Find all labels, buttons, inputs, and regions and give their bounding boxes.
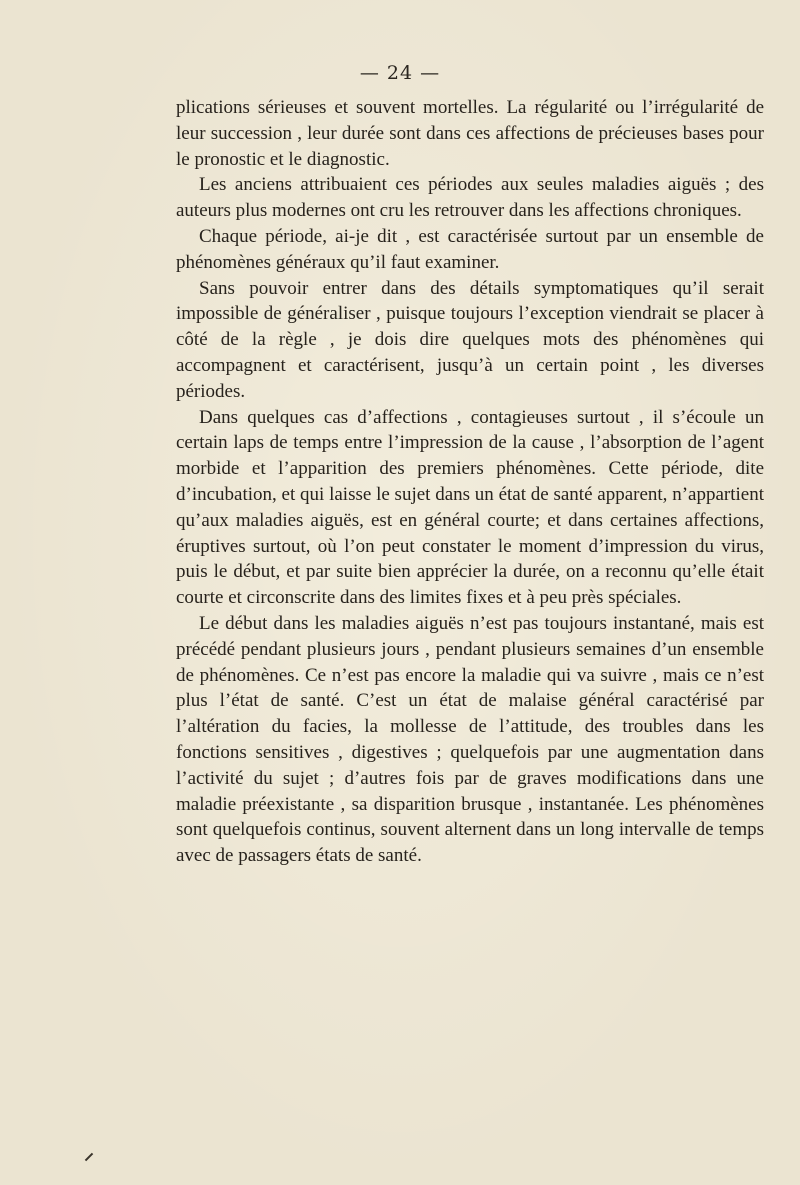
paragraph-periods-history: Les anciens attribuaient ces périodes aux seules maladies aiguës ; des auteurs plus modernes ont cru les retrouver dans les affections chroniques. <box>176 174 764 222</box>
ink-speck <box>85 1153 93 1161</box>
paragraph-onset: Le début dans les maladies aiguës n’est pas toujours instantané, mais est précédé pendant plusieurs jours , pendant plusieurs semaines d’un ensemble de phénomènes. Ce n’est pas encore la maladie qui va suivre , mais ce n’est plus l’état de santé. C’est un état de malaise général caractérisé par l’altération du facies, la mollesse de l’attitude, des troubles dans les fonctions sensitives , digestives ; quelquefois par une augmentation dans l’activité du sujet ; d’autres fois par de graves modifications dans une maladie préexistante , sa disparition brusque , instantanée. Les phénomènes sont quelquefois continus, souvent alternent dans un long intervalle de temps avec de passagers états de santé. <box>176 612 764 867</box>
paragraph-symptomatic-details: Sans pouvoir entrer dans des détails symptomatiques qu’il serait impossible de généraliser , puisque toujours l’exception viendrait se placer à côté de la règle , je dois dire quelques mots des phénomènes qui accompagnent et caractérisent, jusqu’à un certain point , les diverses périodes. <box>176 277 764 402</box>
paragraph-incubation: Dans quelques cas d’affections , contagieuses surtout , il s’écoule un certain laps de temps entre l’impression de la cause , l’absorption de l’agent morbide et l’apparition des premiers phénomènes. Cette période, dite d’incubation, et qui laisse le sujet dans un état de santé apparent, n’appartient qu’aux maladies aiguës, est en général courte; et dans certaines affections, éruptives surtout, où l’on peut constater le moment d’impression du virus, puis le début, et par suite bien apprécier la durée, on a reconnu qu’elle était courte et circonscrite dans des limites fixes et à peu près spéciales. <box>176 406 764 609</box>
body-text <box>176 95 764 869</box>
paragraph-general-phenomena: Chaque période, ai-je dit , est caractérisée surtout par un ensemble de phénomènes généraux qu’il faut examiner. <box>176 225 764 273</box>
paragraph-continuation: plications sérieuses et souvent mortelles. La régularité ou l’irrégularité de leur succession , leur durée sont dans ces affections de précieuses bases pour le pronostic et le diagnostic. <box>176 97 764 170</box>
page-number: — 24 — <box>359 62 441 84</box>
